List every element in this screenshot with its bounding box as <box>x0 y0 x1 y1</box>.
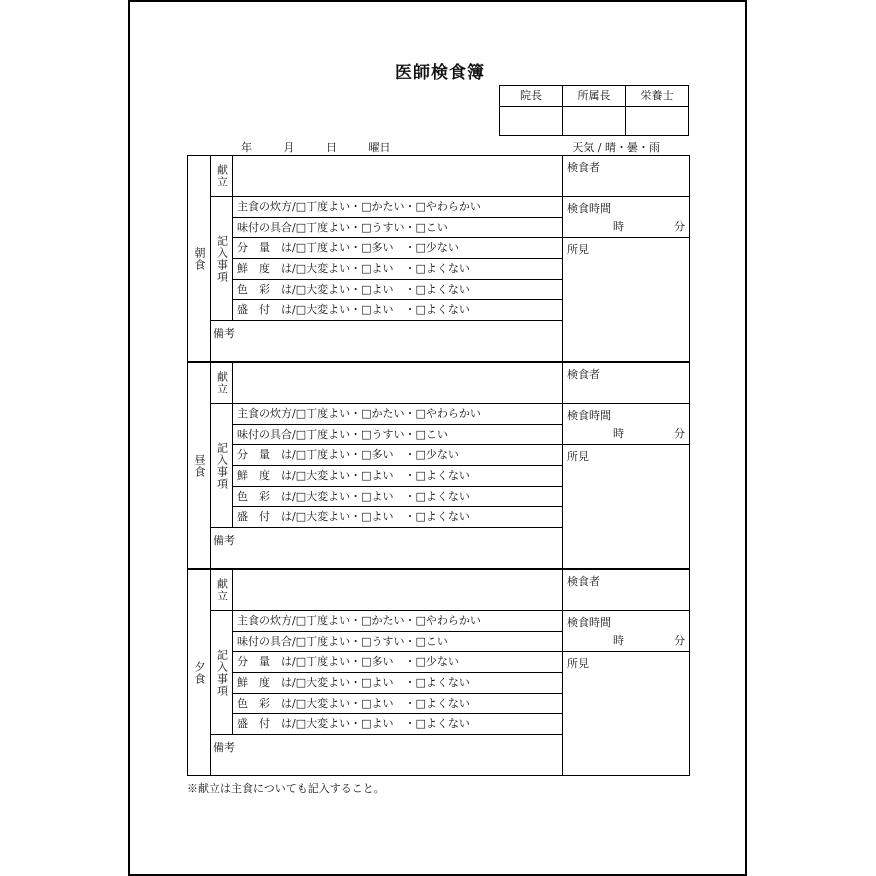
check-rows <box>233 404 562 527</box>
check-row-seasoning[interactable]: 味付の具合/□丁度よい・□うすい・□こい <box>233 632 562 653</box>
date-year-label: 年 <box>241 141 252 154</box>
meal-label-cell <box>188 570 211 775</box>
meal-label-cell <box>188 363 211 568</box>
biko-field[interactable] <box>211 735 562 777</box>
shoken-label: 所見 <box>567 450 589 463</box>
minute-label: 分 <box>674 220 685 233</box>
shoken-field[interactable] <box>563 652 689 674</box>
inspection-time-field[interactable] <box>563 197 689 238</box>
meal-right-block <box>563 570 689 775</box>
meal-block-dinner <box>187 569 690 776</box>
kondate-label: 献立 <box>215 578 229 602</box>
date-line <box>241 139 391 155</box>
kondate-label-cell <box>211 156 233 196</box>
meal-left-block <box>211 363 563 568</box>
weather-line: 天気 / 晴・曇・雨 <box>572 141 660 154</box>
meal-right-block <box>563 363 689 568</box>
check-row-presentation[interactable]: 盛 付 は/□大変よい・□よい ・□よくない <box>237 510 470 524</box>
kondate-label: 献立 <box>215 164 229 188</box>
biko-field[interactable] <box>211 528 562 570</box>
hour-label: 時 <box>613 220 624 233</box>
stamp-column-manager <box>563 86 626 135</box>
check-row-staple[interactable]: 主食の炊方/□丁度よい・□かたい・□やわらかい <box>233 197 562 218</box>
meal-right-block <box>563 156 689 361</box>
inspector-label: 検食者 <box>567 161 600 174</box>
kondate-label-cell <box>211 363 233 403</box>
check-row-staple[interactable]: 主食の炊方/□丁度よい・□かたい・□やわらかい <box>233 611 562 632</box>
kondate-label: 献立 <box>215 371 229 395</box>
meal-left-block <box>211 570 563 775</box>
inspection-time-field[interactable] <box>563 404 689 445</box>
kinyu-section <box>211 404 562 528</box>
kinyu-label-cell <box>211 197 233 320</box>
check-rows <box>233 197 562 320</box>
shoken-field[interactable] <box>563 445 689 467</box>
kinyu-section <box>211 611 562 735</box>
kinyu-label: 記入事項 <box>215 234 229 283</box>
page-title: 医師検食簿 <box>395 63 485 83</box>
biko-label: 備考 <box>213 327 235 340</box>
check-row-presentation[interactable]: 盛 付 は/□大変よい・□よい ・□よくない <box>237 717 470 731</box>
meal-label: 朝食 <box>193 246 206 271</box>
minute-label: 分 <box>674 634 685 647</box>
stamp-head-manager: 所属長 <box>563 86 625 107</box>
date-weekday-label: 曜日 <box>368 141 391 154</box>
meal-label-cell <box>188 156 211 361</box>
stamp-head-director: 院長 <box>500 86 562 107</box>
kinyu-label: 記入事項 <box>215 441 229 490</box>
kinyu-label-cell <box>211 611 233 734</box>
stamp-column-dietitian <box>626 86 688 135</box>
shoken-label: 所見 <box>567 657 589 670</box>
check-row-presentation[interactable]: 盛 付 は/□大変よい・□よい ・□よくない <box>237 303 470 317</box>
inspector-label: 検食者 <box>567 575 600 588</box>
kondate-row[interactable] <box>211 570 562 611</box>
inspector-field[interactable] <box>563 363 689 404</box>
check-row-portion[interactable]: 分 量 は/□丁度よい・□多い ・□少ない <box>233 652 562 673</box>
hour-label: 時 <box>613 634 624 647</box>
kinyu-label: 記入事項 <box>215 648 229 697</box>
meal-left-block <box>211 156 563 361</box>
date-month-label: 月 <box>283 141 295 154</box>
stamp-column-director <box>500 86 563 135</box>
hour-label: 時 <box>613 427 624 440</box>
inspection-time-label: 検食時間 <box>567 409 611 422</box>
check-row-seasoning[interactable]: 味付の具合/□丁度よい・□うすい・□こい <box>233 218 562 239</box>
minute-label: 分 <box>674 427 685 440</box>
check-row-freshness[interactable]: 鮮 度 は/□大変よい・□よい ・□よくない <box>233 259 562 280</box>
check-row-freshness[interactable]: 鮮 度 は/□大変よい・□よい ・□よくない <box>233 673 562 694</box>
inspector-field[interactable] <box>563 156 689 197</box>
kondate-label-cell <box>211 570 233 610</box>
approval-stamp-table <box>499 85 689 136</box>
kinyu-label-cell <box>211 404 233 527</box>
inspector-label: 検食者 <box>567 368 600 381</box>
stamp-box-director[interactable] <box>500 107 562 135</box>
shoken-field[interactable] <box>563 238 689 260</box>
footnote: ※献立は主食についても記入すること。 <box>187 782 385 795</box>
biko-label: 備考 <box>213 534 235 547</box>
inspection-time-label: 検食時間 <box>567 616 611 629</box>
biko-field[interactable] <box>211 321 562 363</box>
inspector-field[interactable] <box>563 570 689 611</box>
meal-block-breakfast <box>187 155 690 362</box>
check-rows <box>233 611 562 734</box>
stamp-box-dietitian[interactable] <box>626 107 688 135</box>
stamp-head-dietitian: 栄養士 <box>626 86 688 107</box>
inspection-time-field[interactable] <box>563 611 689 652</box>
biko-label: 備考 <box>213 741 235 754</box>
meal-block-lunch <box>187 362 690 569</box>
inspection-time-label: 検食時間 <box>567 202 611 215</box>
meal-label: 昼食 <box>193 453 206 478</box>
check-row-color[interactable]: 色 彩 は/□大変よい・□よい ・□よくない <box>233 280 562 301</box>
stamp-box-manager[interactable] <box>563 107 625 135</box>
check-row-staple[interactable]: 主食の炊方/□丁度よい・□かたい・□やわらかい <box>233 404 562 425</box>
kondate-row[interactable] <box>211 363 562 404</box>
meal-label: 夕食 <box>193 660 206 685</box>
kinyu-section <box>211 197 562 321</box>
check-row-color[interactable]: 色 彩 は/□大変よい・□よい ・□よくない <box>233 487 562 508</box>
check-row-seasoning[interactable]: 味付の具合/□丁度よい・□うすい・□こい <box>233 425 562 446</box>
check-row-freshness[interactable]: 鮮 度 は/□大変よい・□よい ・□よくない <box>233 466 562 487</box>
shoken-label: 所見 <box>567 243 589 256</box>
check-row-color[interactable]: 色 彩 は/□大変よい・□よい ・□よくない <box>233 694 562 715</box>
date-day-label: 日 <box>326 141 337 154</box>
check-row-portion[interactable]: 分 量 は/□丁度よい・□多い ・□少ない <box>233 238 562 259</box>
kondate-row[interactable] <box>211 156 562 197</box>
check-row-portion[interactable]: 分 量 は/□丁度よい・□多い ・□少ない <box>233 445 562 466</box>
